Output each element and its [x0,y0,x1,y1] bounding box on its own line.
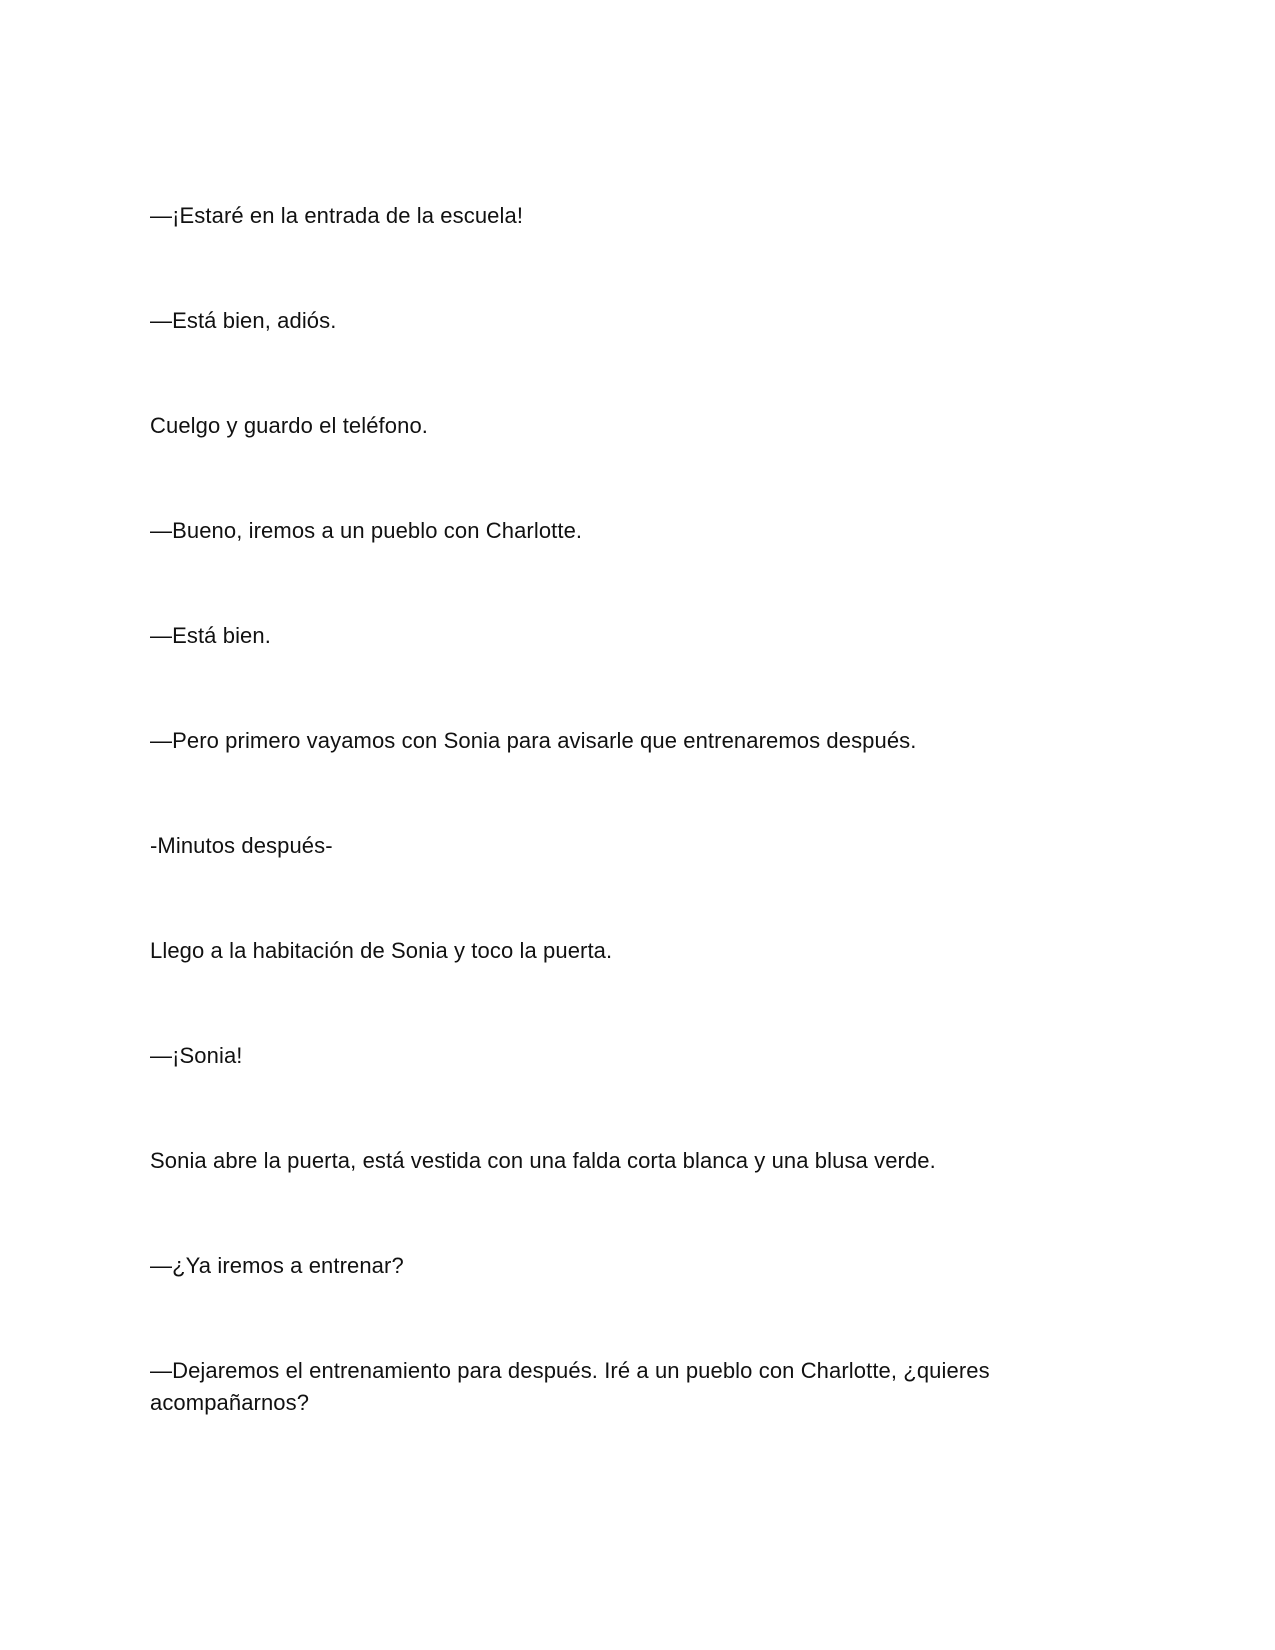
paragraph: -Minutos después- [150,833,333,858]
paragraph: —Está bien, adiós. [150,308,337,333]
paragraph: —Está bien. [150,623,271,648]
paragraph: Llego a la habitación de Sonia y toco la puerta. [150,938,613,963]
paragraph: —¡Sonia! [150,1043,243,1068]
paragraph: —Bueno, iremos a un pueblo con Charlotte. [150,518,583,543]
paragraph: —Dejaremos el entrenamiento para después. Iré a un pueblo con Charlotte, ¿quieres acompañarnos? [150,1358,990,1415]
paragraph: —Pero primero vayamos con Sonia para avisarle que entrenaremos después. [150,728,917,753]
document-body [150,200,1030,1492]
paragraph: —¡Estaré en la entrada de la escuela! [150,203,524,228]
paragraph: Sonia abre la puerta, está vestida con una falda corta blanca y una blusa verde. [150,1148,936,1173]
paragraph: —¿Ya iremos a entrenar? [150,1253,404,1278]
paragraph: Cuelgo y guardo el teléfono. [150,413,428,438]
